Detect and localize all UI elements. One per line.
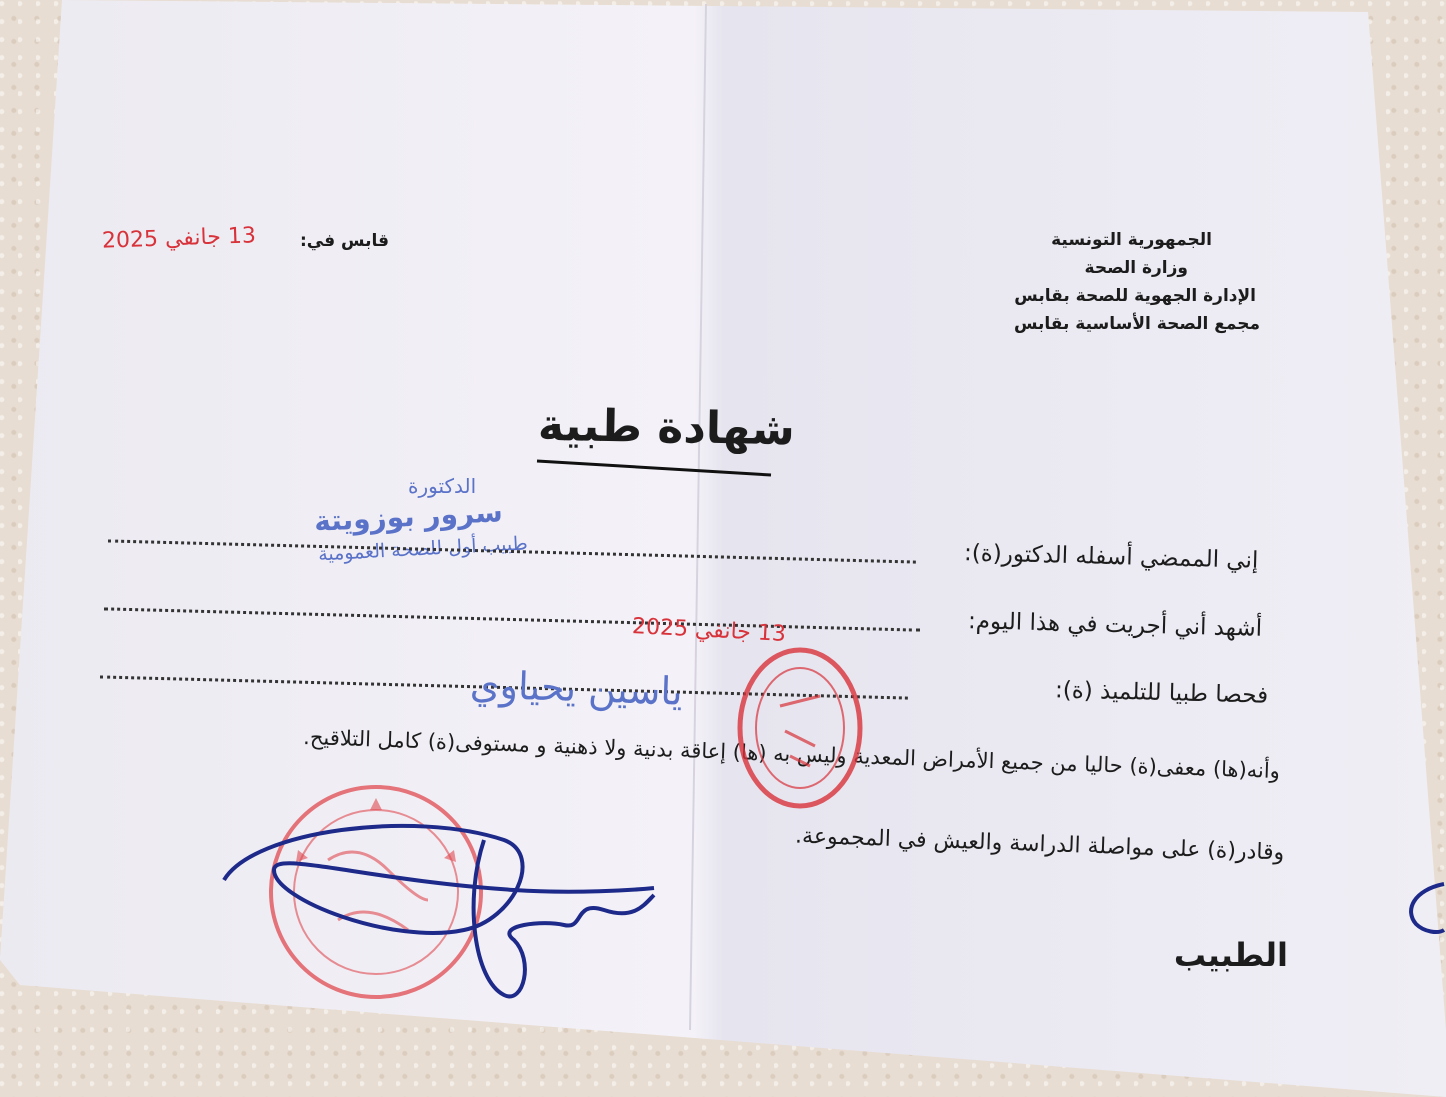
student-name-handwritten: ياسين يحياوي (469, 662, 684, 714)
line-doctor: إني الممضي أسفله الدكتور(ة): (963, 540, 1259, 574)
doctor-stamp-role: طبيب أول للصحة العمومية (317, 532, 529, 566)
line-exam: فحصا طبيا للتلميذ (ة): (1054, 677, 1269, 709)
line-attest: أشهد أني أجريت في هذا اليوم: (967, 608, 1263, 642)
doctor-stamp-name: سرور بوزويتة (313, 495, 504, 538)
line-able: وقادر(ة) على مواصلة الدراسة والعيش في المجموعة. (794, 823, 1285, 866)
date-stamp: 13 جانفي 2025 (101, 223, 257, 254)
line-exempt: وأنه(ها) معفى(ة) حاليا من جميع الأمراض المعدية وليس به (ها) إعاقة بدنية ولا ذهنية و مستوفى(ة) كامل التلاقيح. (302, 724, 1281, 784)
header-directorate: الإدارة الجهوية للصحة بقابس (1014, 286, 1256, 306)
title-underline (535, 455, 775, 479)
header-center: مجمع الصحة الأساسية بقابس (1013, 314, 1260, 334)
page-title: شهادة طبية (537, 399, 796, 456)
doctor-stamp-title: الدكتورة (408, 474, 477, 498)
header-republic: الجمهورية التونسية (1051, 230, 1212, 250)
doctor-signature (214, 810, 674, 1010)
edge-ink-mark (1404, 880, 1446, 940)
header-ministry: وزارة الصحة (1084, 258, 1188, 278)
exam-date-stamp: 13 جانفي 2025 (631, 613, 787, 648)
center-round-stamp (730, 636, 870, 816)
place-label: قابس في: (300, 231, 389, 251)
signature-label: الطبيب (1173, 936, 1288, 974)
